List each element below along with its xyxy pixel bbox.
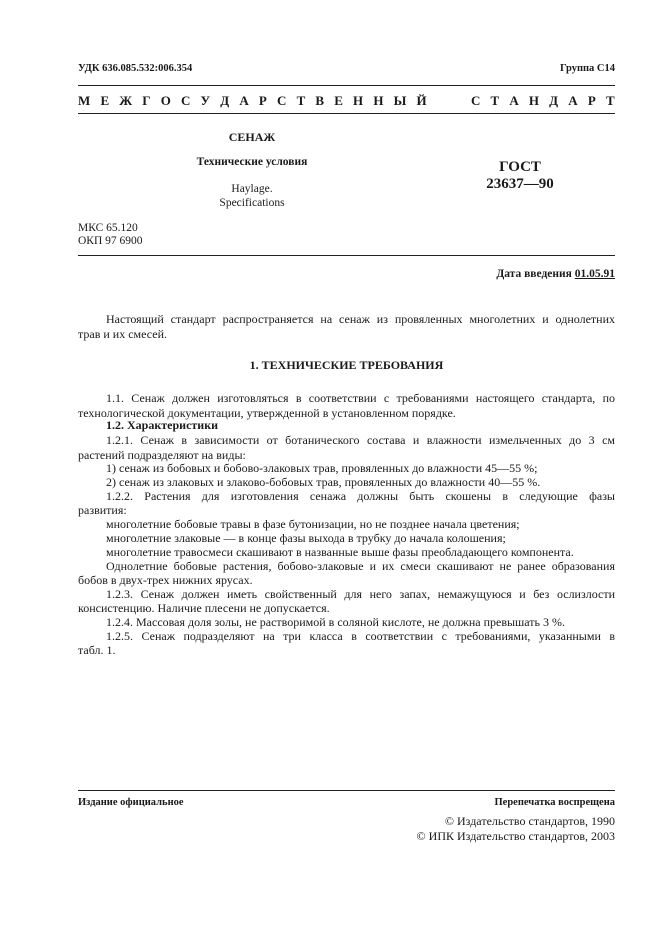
annual-plants-line-2: бобов в двух-трех нижних ярусах. — [78, 573, 253, 587]
banner-letter: О — [160, 93, 171, 108]
clause-1-2-1-line-2: растений подразделяют на виды: — [78, 448, 246, 462]
english-subtitle: Specifications — [219, 197, 285, 209]
udk-code: УДК 636.085.532:006.354 — [78, 63, 193, 74]
top-rule — [78, 85, 615, 86]
banner-letter: А — [568, 93, 578, 108]
gost-number: 23637—90 — [486, 176, 554, 192]
group-code: Группа С14 — [559, 63, 615, 74]
banner-letter: Й — [416, 93, 427, 108]
phase-item-3: многолетние травосмеси скашивают в названные выше фазы преобладающего компонента. — [106, 545, 574, 559]
english-title: Haylage. — [231, 183, 273, 195]
title-rule — [78, 255, 615, 256]
banner-letter: А — [509, 93, 519, 108]
clause-1-2-5-line-1: 1.2.5. Сенаж подразделяют на три класса в соответствии с требованиями, указанными в — [106, 629, 615, 643]
banner-letter: Т — [605, 93, 615, 108]
banner-letter: Е — [334, 93, 343, 108]
interstate-standard-banner — [78, 94, 615, 107]
banner-letter: Н — [353, 93, 364, 108]
banner-letter: Т — [296, 93, 306, 108]
banner-letter: М — [78, 93, 91, 108]
banner-letter: Г — [142, 93, 151, 108]
clause-1-2-3-line-1: 1.2.3. Сенаж должен иметь свойственный для него запах, немажущуюся и без ослизлости — [106, 587, 615, 601]
footer-rule — [78, 790, 615, 791]
kind-item-1: 1) сенаж из бобовых и бобово-злаковых трав, провяленных до влажности 45—55 %; — [106, 461, 538, 475]
reprint-notice: Перепечатка воспрещена — [494, 797, 615, 808]
banner-letter: Т — [490, 93, 500, 108]
clause-1-2-5-line-2: табл. 1. — [78, 643, 116, 657]
copyright-2003: © ИПК Издательство стандартов, 2003 — [416, 829, 615, 843]
gost-label: ГОСТ — [499, 159, 541, 175]
introduction-date — [496, 268, 615, 280]
section-heading: 1. ТЕХНИЧЕСКИЕ ТРЕБОВАНИЯ — [249, 358, 444, 372]
document-title: СЕНАЖ — [228, 130, 276, 144]
banner-letter: Е — [100, 93, 110, 108]
banner-letter: Д — [220, 93, 230, 108]
clause-1-2-2-line-2: развития: — [78, 503, 127, 517]
banner-letter: В — [315, 93, 325, 108]
introduction-date-label: Дата введения — [496, 268, 572, 280]
kind-item-2: 2) сенаж из злаковых и злаково-бобовых трав, провяленных до влажности 40—55 %. — [106, 475, 541, 489]
phase-item-1: многолетние бобовые травы в фазе бутонизации, но не позднее начала цветения; — [106, 517, 520, 531]
banner-letter: С — [181, 93, 191, 108]
scope-line-1: Настоящий стандарт распространяется на сенаж из провяленных многолетних и однолетних — [106, 312, 615, 326]
introduction-date-value: 01.05.91 — [574, 268, 615, 280]
clause-1-2-2-line-1: 1.2.2. Растения для изготовления сенажа должны быть скошены в следующие фазы — [106, 489, 615, 503]
banner-gap — [437, 94, 461, 107]
banner-letter: С — [470, 93, 481, 108]
annual-plants-line-1: Однолетние бобовые растения, бобово-злаковые и их смеси скашивают не ранее образования — [106, 559, 615, 573]
banner-letter: Н — [373, 93, 384, 108]
clause-1-2-3-line-2: консистенцию. Наличие плесени не допускается. — [78, 601, 330, 615]
banner-letter: У — [200, 93, 211, 108]
banner-letter: С — [277, 93, 287, 108]
clause-1-1-line-2: технологической документации, утвержденной в установленном порядке. — [78, 406, 456, 420]
banner-letter: Ы — [393, 93, 407, 108]
clause-1-1-line-1: 1.1. Сенаж должен изготовляться в соответствии с требованиями настоящего стандарта, по — [106, 391, 615, 405]
banner-rule — [78, 113, 615, 114]
clause-1-2-heading: 1.2. Характеристики — [106, 418, 219, 432]
official-edition: Издание официальное — [78, 797, 184, 808]
mks-code: МКС 65.120 — [78, 222, 138, 234]
okp-code: ОКП 97 6900 — [78, 235, 143, 247]
banner-letter: Д — [549, 93, 559, 108]
banner-letter: А — [239, 93, 249, 108]
copyright-1990: © Издательство стандартов, 1990 — [444, 814, 615, 828]
banner-letter: Р — [258, 93, 267, 108]
scope-line-2: трав и их смесей. — [78, 327, 167, 341]
banner-letter: Ж — [119, 93, 133, 108]
banner-letter: Р — [587, 93, 596, 108]
phase-item-2: многолетние злаковые — в конце фазы выхода в трубку до начала колошения; — [106, 531, 506, 545]
banner-letter: Н — [528, 93, 540, 108]
document-subtitle: Технические условия — [196, 156, 308, 168]
clause-1-2-1-line-1: 1.2.1. Сенаж в зависимости от ботанического состава и влажности измельченных до 3 см — [106, 433, 615, 447]
clause-1-2-4: 1.2.4. Массовая доля золы, не растворимой в соляной кислоте, не должна превышать 3 %. — [106, 615, 566, 629]
